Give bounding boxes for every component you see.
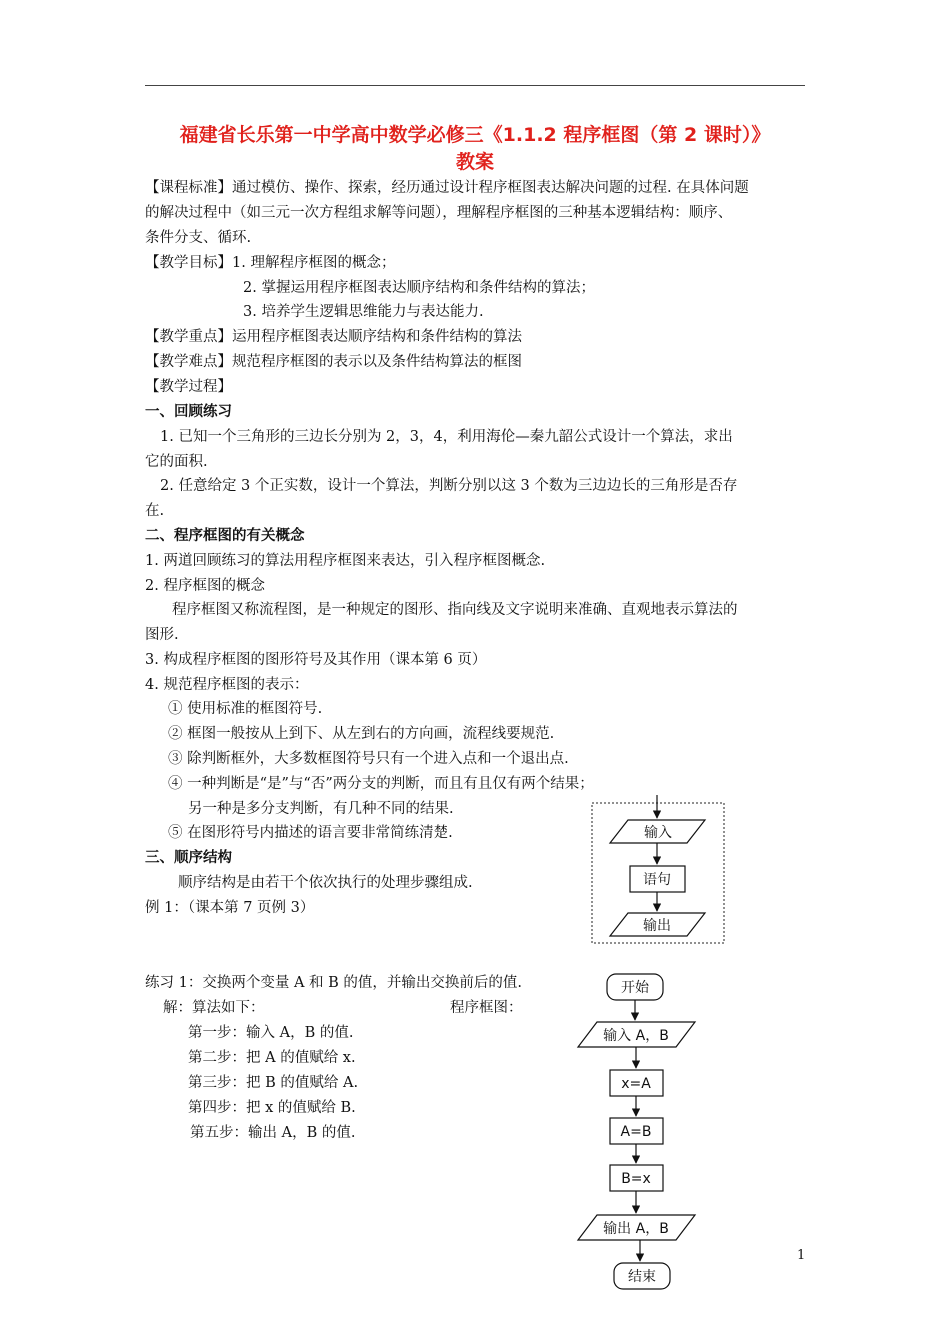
rule-4-continued: 另一种是多分支判断，有几种不同的结果. <box>188 801 454 817</box>
step-2: 第二步：把 A 的值赋给 x. <box>188 1050 356 1066</box>
solution-label: 解：算法如下： <box>163 1000 265 1016</box>
review-1-line-1: 1. 已知一个三角形的三边长分别为 2，3，4，利用海伦—秦九韶公式设计一个算法，求出 <box>160 429 733 445</box>
example-1: 例 1：（课本第 7 页例 3） <box>145 900 315 916</box>
rule-1: ① 使用标准的框图符号. <box>168 701 323 717</box>
rule-4: ④ 一种判断是“是”与“否”两分支的判断，而且有且仅有两个结果； <box>168 776 594 792</box>
standard-line-2: 的解决过程中（如三元一次方程组求解等问题），理解程序框图的三种基本逻辑结构：顺序、 <box>145 205 733 221</box>
rule-5: ⑤ 在图形符号内描述的语言要非常简练清楚. <box>168 825 453 841</box>
page-number: 1 <box>797 1248 806 1263</box>
step-3: 第三步：把 B 的值赋给 A. <box>188 1075 359 1091</box>
concept-item-1: 1. 两道回顾练习的算法用程序框图来表达，引入程序框图概念. <box>145 553 546 569</box>
concept-item-4: 4. 规范程序框图的表示： <box>145 677 309 693</box>
end-label: 结束 <box>628 1269 656 1285</box>
review-1-line-2: 它的面积. <box>145 454 208 470</box>
sequence-description: 顺序结构是由若干个依次执行的处理步骤组成. <box>178 875 473 891</box>
goal-3: 3. 培养学生逻辑思维能力与表达能力. <box>243 304 484 320</box>
section-1-heading: 一、回顾练习 <box>145 404 232 420</box>
assign-b-label: B=x <box>621 1171 651 1187</box>
output-label: 输出 <box>643 918 671 934</box>
output-label: 输出 A，B <box>603 1221 669 1237</box>
step-4: 第四步：把 x 的值赋给 B. <box>188 1100 356 1116</box>
review-2-line-1: 2. 任意给定 3 个正实数，设计一个算法，判断分别以这 3 个数为三边边长的三角形是否存 <box>160 478 738 494</box>
standard-line-1: 【课程标准】通过模仿、操作、探索，经历通过设计程序框图表达解决问题的过程. 在具体问题 <box>145 180 749 196</box>
concept-definition-line-1: 程序框图又称流程图，是一种规定的图形、指向线及文字说明来准确、直观地表示算法的 <box>172 602 738 618</box>
flowchart-label: 程序框图： <box>450 1000 523 1016</box>
input-label: 输入 <box>644 825 672 841</box>
concept-definition-line-2: 图形. <box>145 627 179 643</box>
review-2-line-2: 在. <box>145 503 165 519</box>
swap-flowchart <box>578 974 695 1289</box>
key-point: 【教学重点】运用程序框图表达顺序结构和条件结构的算法 <box>145 329 522 345</box>
step-1: 第一步：输入 A，B 的值. <box>188 1025 354 1041</box>
sequence-structure-diagram <box>592 795 724 943</box>
title-line-1: 福建省长乐第一中学高中数学必修三《1.1.2 程序框图（第 2 课时）》 <box>179 124 771 146</box>
rule-2: ② 框图一般按从上到下、从左到右的方向画，流程线要规范. <box>168 726 555 742</box>
statement-label: 语句 <box>643 872 671 888</box>
exercise-title: 练习 1：交换两个变量 A 和 B 的值，并输出交换前后的值. <box>145 975 523 991</box>
input-label: 输入 A，B <box>603 1028 669 1044</box>
concept-item-2: 2. 程序框图的概念 <box>145 578 265 594</box>
title-line-2: 教案 <box>455 151 494 173</box>
section-3-heading: 三、顺序结构 <box>145 850 232 866</box>
difficulty: 【教学难点】规范程序框图的表示以及条件结构算法的框图 <box>145 354 522 370</box>
goal-1: 【教学目标】1. 理解程序框图的概念； <box>145 255 396 271</box>
process-heading: 【教学过程】 <box>145 379 232 395</box>
standard-line-3: 条件分支、循环. <box>145 230 252 246</box>
start-label: 开始 <box>621 980 649 996</box>
assign-x-label: x=A <box>621 1076 651 1092</box>
goal-2: 2. 掌握运用程序框图表达顺序结构和条件结构的算法； <box>243 280 595 296</box>
assign-a-label: A=B <box>620 1124 652 1140</box>
concept-item-3: 3. 构成程序框图的图形符号及其作用（课本第 6 页） <box>145 652 487 668</box>
step-5: 第五步：输出 A，B 的值. <box>190 1125 356 1141</box>
rule-3: ③ 除判断框外，大多数框图符号只有一个进入点和一个退出点. <box>168 751 569 767</box>
section-2-heading: 二、程序框图的有关概念 <box>145 528 305 544</box>
